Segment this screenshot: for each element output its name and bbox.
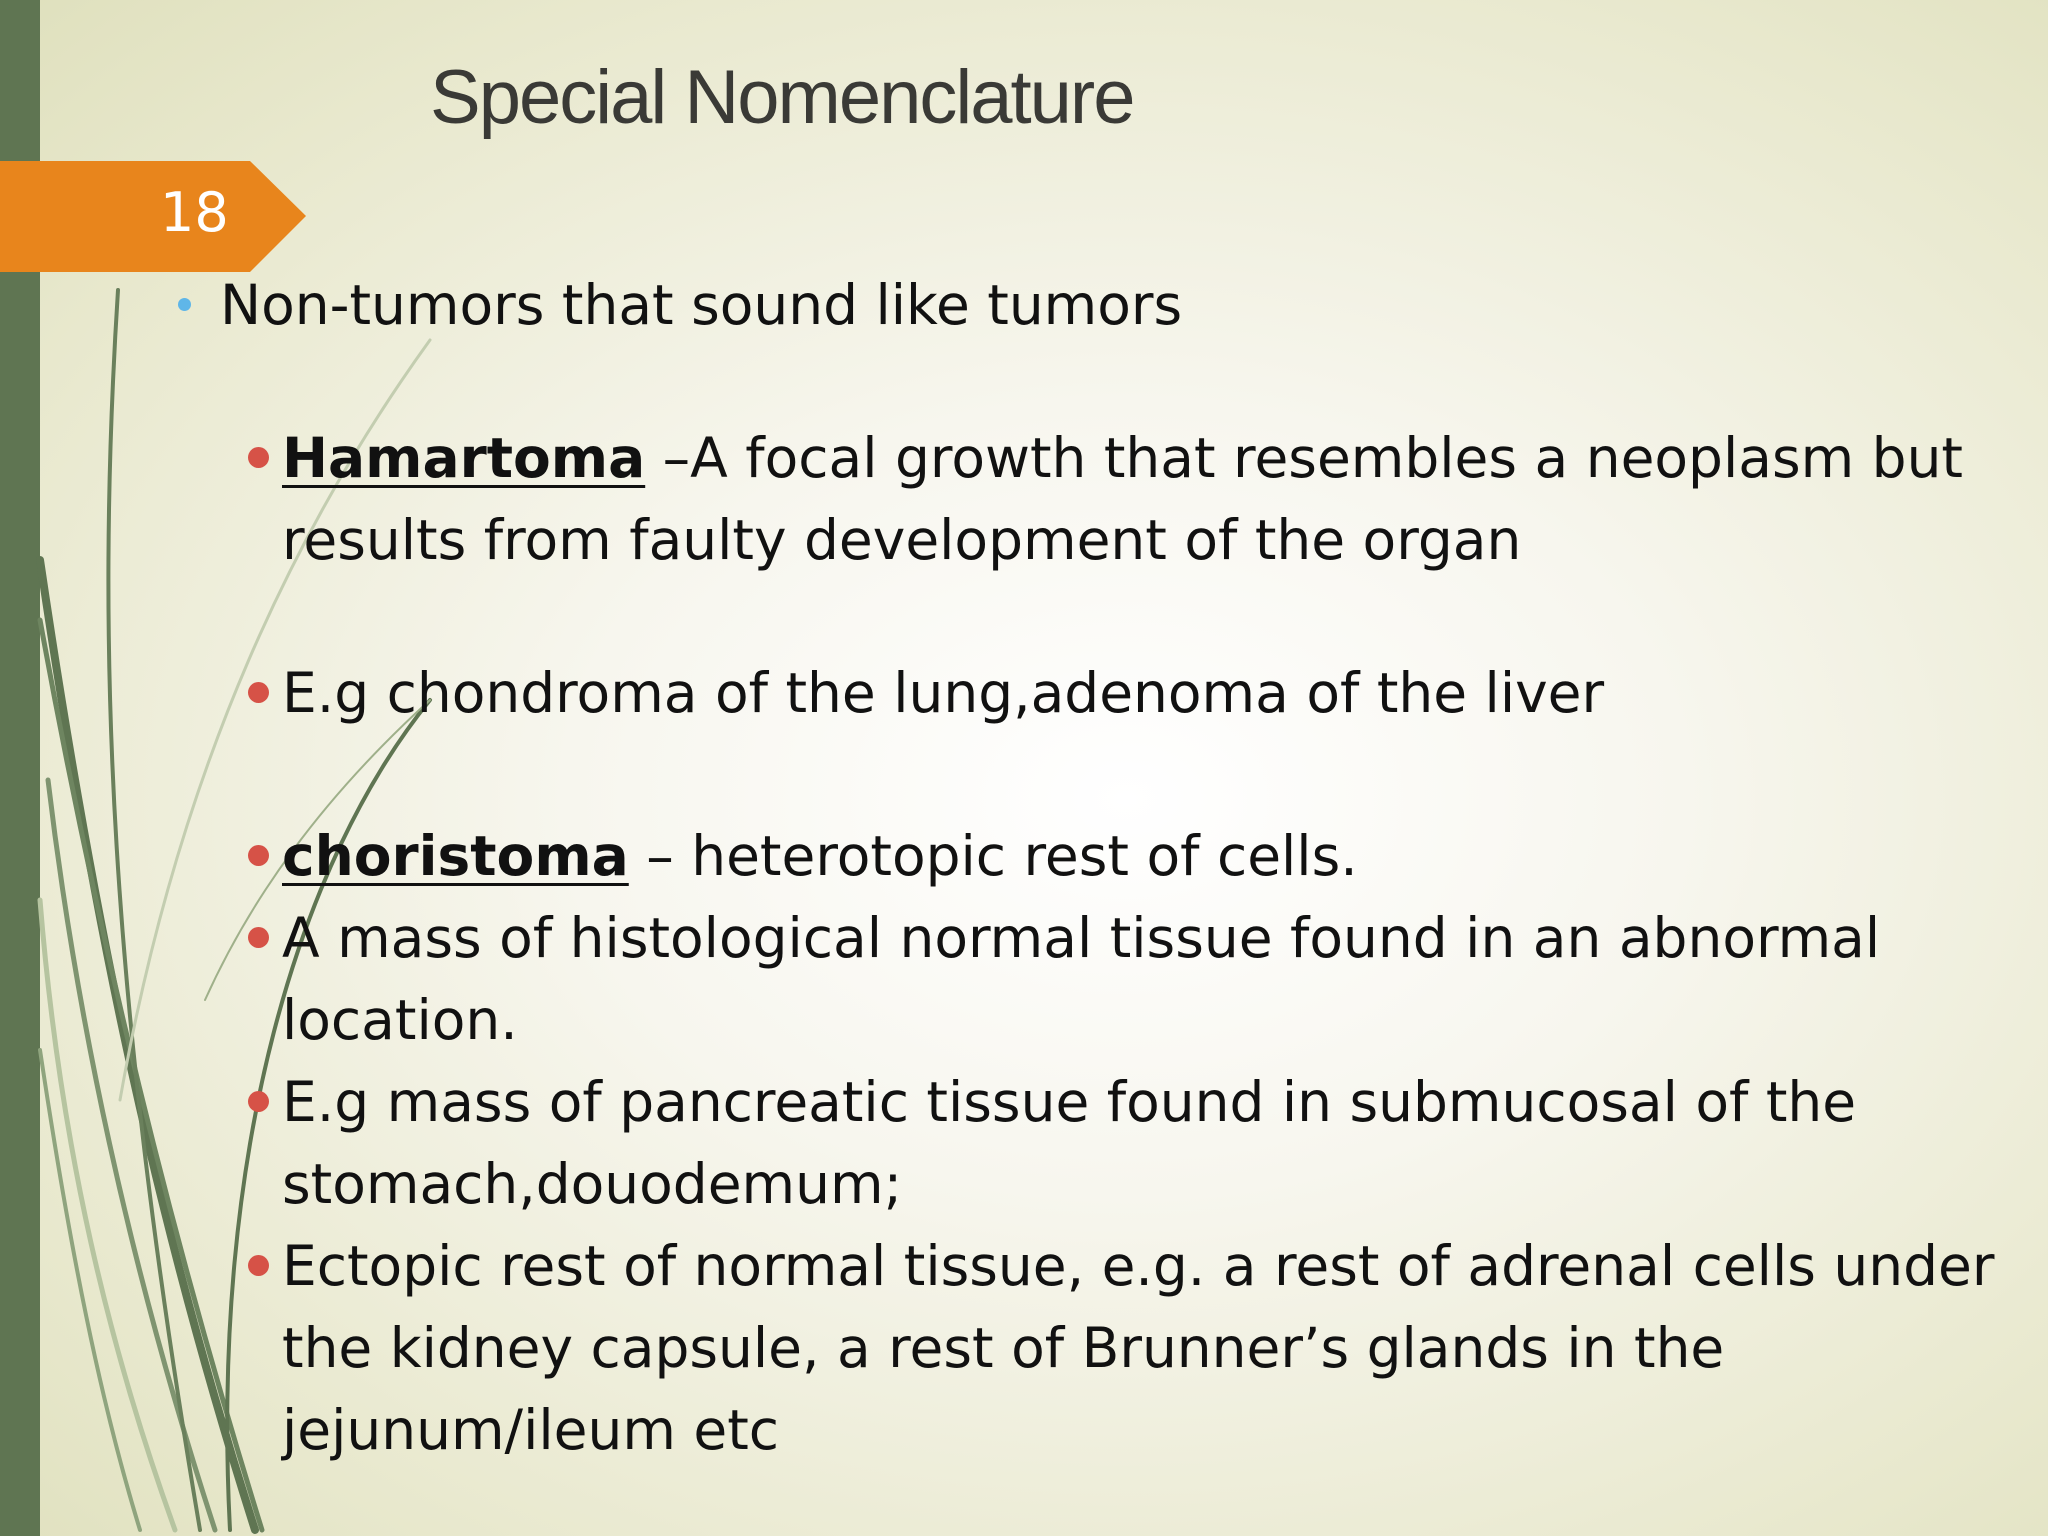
bullet-text: A mass of histological normal tissue found in an abnormal location. — [282, 906, 1881, 1052]
page-number: 18 — [160, 181, 229, 244]
term-choristoma: choristoma — [282, 824, 629, 888]
bullet-dot-icon — [248, 1255, 269, 1276]
bullet-item-hamartoma — [282, 417, 2022, 581]
bullet-item-choristoma — [282, 815, 2022, 897]
bullet-text: – heterotopic rest of cells. — [628, 824, 1358, 888]
bullet-text: E.g mass of pancreatic tissue found in submucosal of the stomach,douodemum; — [282, 1070, 1857, 1216]
bullet-text: E.g chondroma of the lung,adenoma of the liver — [282, 661, 1605, 725]
slide-title: Special Nomenclature — [430, 55, 1134, 140]
bullet-dot-icon — [248, 845, 269, 866]
bullet-text: Ectopic rest of normal tissue, e.g. a rest of adrenal cells under the kidney capsule, a rest of Brunner’s glands in the jejunum/ileum etc — [282, 1234, 1995, 1462]
bullet-dot-icon — [248, 447, 269, 468]
bullet-item-example — [282, 652, 2022, 734]
bullet-dot-icon — [248, 682, 269, 703]
bullet-text: –A focal growth that resembles a neoplasm but results from faulty development of the organ — [282, 426, 1964, 572]
page-number-badge — [0, 161, 306, 272]
bullet-item-pancreatic — [282, 1061, 2022, 1225]
heading-bullet-text: Non-tumors that sound like tumors — [220, 273, 1183, 337]
bullet-dot-icon — [248, 1091, 269, 1112]
term-hamartoma: Hamartoma — [282, 426, 646, 490]
bullet-item-ectopic — [282, 1225, 2022, 1471]
bullet-dot-icon — [178, 298, 191, 311]
heading-bullet — [180, 270, 1182, 340]
bullet-item-mass — [282, 897, 2022, 1061]
bullet-dot-icon — [248, 927, 269, 948]
